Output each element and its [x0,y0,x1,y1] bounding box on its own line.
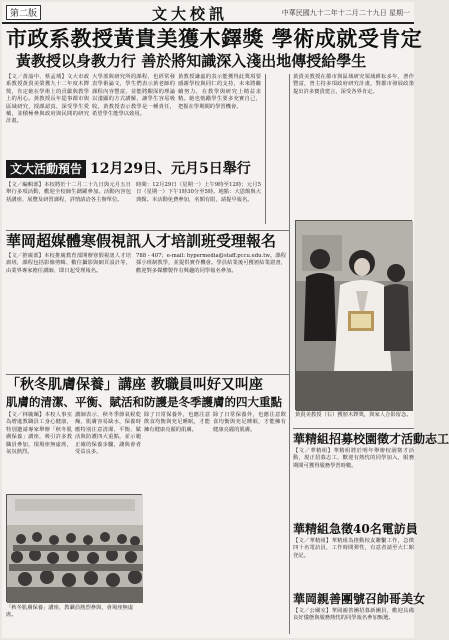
talk-col4: 除了日常保養外，也應注意飲食均衡與充足睡眠，才能擁有健康亮麗的肌膚。 [213,412,286,433]
talk-headline: 「秋冬肌膚保養」講座 教職員叫好又叫座 [6,377,263,393]
section-rule [6,230,289,231]
volunteer-story: 【文／華精組】華精組將於明年舉辦校園徵才活動，現正招募志工，歡迎有熱忱的同學加入，服務期間可獲得服務學習時數。 [293,448,414,469]
caller-story: 【文／華精組】華精組為推動校友聯繫工作，急徵四十名電訪員，工作時間彈性，有意者請至大仁館登記。 [293,538,414,559]
award-story-col1: 【文／黃詣中、蔡孟瑀】文大市政系教授黃貴美榮獲九十二年度木鐸獎，肯定她在學術上的貢獻與教學上的用心。黃教授長年從事都市與區域研究，授課認真，深受學生愛戴，並積極參與政府與民間的研究計畫。 [6,74,89,125]
masthead [2,2,414,24]
talk-audience-photo-svg [7,495,143,603]
training-col2: 788 - 407；e-mail: hypermedia@staff.pccu.edu.tw。課程採小班制教學，並提供實作機會。學員結業後可獲頒結業證書，歡迎對多媒體製作有興趣的同學報名參加。 [136,253,286,274]
volunteer-headline: 華精組招募校園徵才活動志工 [293,432,449,446]
award-recipient-photo [295,220,412,410]
talk-col1: 【文／林毓珮】本校人事室為增進教職員工身心健康，特別邀請專家舉辦「秋冬肌膚保養」講座，吸引許多教職員參加，現場座無虛席，氣氛熱烈。 [6,412,72,456]
caller-headline: 華精組急徵40名電訪員 [293,522,418,536]
training-col1: 【文／推廣部】本校推廣教育部開辦寒假視訊人才培訓班，課程包括影像剪輯、數位攝影與網頁設計等，由業界專家擔任講師，即日起受理報名。 [6,253,131,274]
issue-date: 中華民國九十二年十二月二十九日 星期一 [281,9,410,17]
column-rule [265,74,266,224]
training-headline: 華岡超媒體寒假視訊人才培訓班受理報名 [6,232,277,250]
award-story-col3: 黃教授謙虛的表示能獲得此獎項要感謝學校與同仁的支持，未來將繼續努力，在教學與研究上精益求精。她也勉勵學生要多充實自己，把握在學期間的學習機會。 [178,74,261,110]
talk-photo-caption: 「秋冬肌膚保養」講座，教職員熱烈參與，會場座無虛席。 [6,605,134,618]
goodwill-story: 【文／公關室】華岡親善團招募新團員，歡迎具備良好儀態與服務熱忱的同學報名參加甄選。 [293,608,414,622]
column-rule [289,74,290,634]
section-rule [6,374,289,375]
award-recipient-photo-svg [296,221,413,411]
newspaper-page [2,2,449,638]
section-rule [293,428,414,429]
paper-title: 文大校訊 [152,5,229,23]
talk-subheadline: 肌膚的清潔、平衡、賦活和防護是冬季護膚的四大重點 [6,395,282,409]
talk-audience-photo [6,494,142,602]
section-label: 第二版 [6,5,41,20]
lead-subheadline: 黃教授以身教力行 善於將知識深入淺出地傳授給學生 [16,52,367,70]
event-notice-banner [6,160,261,178]
event-notice-col2: 時間：12月29日（星期一）上午9時至12時；元月5日（星期一）下午1時30分至5時。地點：大恩館與大典館。本活動免費參加，名額有限，請提早報名。 [136,182,261,203]
talk-col2: 講師表示，秋冬季節氣候乾燥，肌膚容易缺水，保養時應特別注意清潔、平衡、賦活與防護四大重點，並示範正確的保養步驟，讓與會者受益良多。 [75,412,141,456]
award-photo-caption: 黃貴美教授（右）獲頒木鐸獎，與家人合影留念。 [295,412,412,418]
award-story-continued: 黃貴美教授在都市與區域研究領域耕耘多年，著作豐富，曾主持多項政府研究計畫，對都市發展政策提出許多寶貴建言，深受各界肯定。 [293,74,414,95]
event-notice-label: 文大活動預告 [6,160,86,178]
event-notice-dates: 12月29日、元月5日舉行 [90,161,251,177]
award-story-col2: 大學部與研究所的課程，也經常發表學術論文，學生們表示黃老師的課程內容豐富，並能將艱深的理論以淺顯的方式講解，讓學生容易吸收。黃教授表示教學是一種責任，希望學生能學以致用。 [92,74,175,118]
talk-col3: 除了日常保養外，也應注意飲食均衡與充足睡眠，才能擁有健康亮麗的肌膚。 [144,412,210,433]
event-notice-col1: 【文／編輯部】本校將於十二月二十九日與元月五日舉行多項活動，歡迎全校師生踴躍參加。活動內容包括講座、展覽及研習課程，詳情請洽各主辦單位。 [6,182,131,203]
lead-headline: 市政系教授黃貴美獲木鐸獎 學術成就受肯定 [6,26,423,51]
goodwill-headline: 華岡親善團號召帥哥美女 [293,592,426,606]
